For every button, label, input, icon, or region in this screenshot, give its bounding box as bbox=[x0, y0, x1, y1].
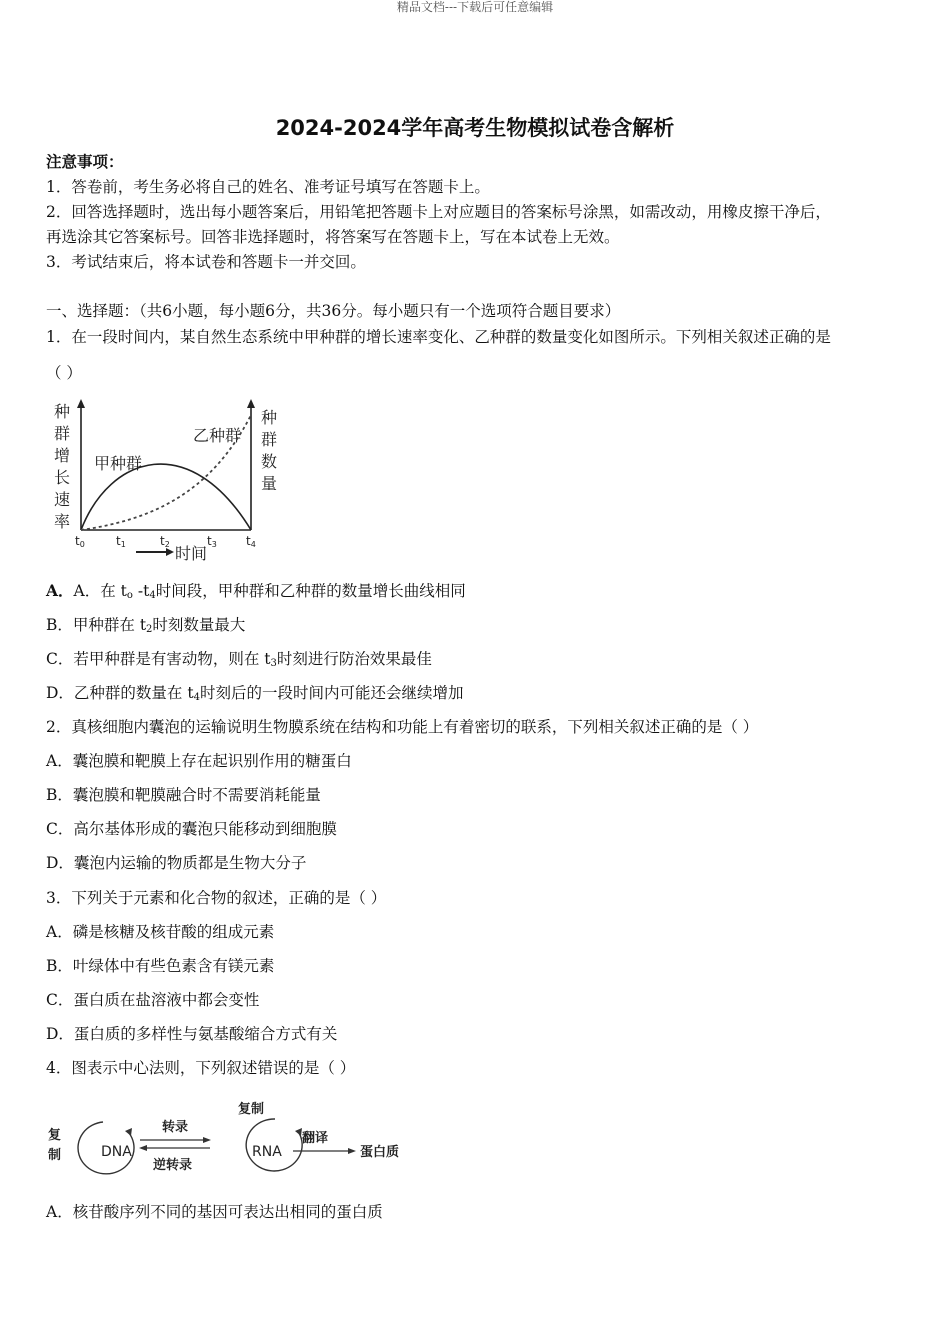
fig1-right-label-0: 种 bbox=[261, 408, 278, 427]
transcription-arrowhead bbox=[203, 1137, 211, 1143]
q3-option-d: D．蛋白质的多样性与氨基酸缩合方式有关 bbox=[46, 1025, 338, 1043]
page-header: 精品文档---下载后可任意编辑 bbox=[396, 0, 554, 14]
translation-label: 翻译 bbox=[302, 1131, 329, 1146]
fig1-left-label-3: 长 bbox=[54, 468, 71, 487]
q1-paren: （ ） bbox=[46, 364, 82, 382]
q3-option-b: B．叶绿体中有些色素含有镁元素 bbox=[46, 957, 275, 975]
dna-replicate-label-0: 复 bbox=[48, 1128, 62, 1143]
rna-node: RNA bbox=[252, 1144, 282, 1160]
q1-option-d: D．乙种群的数量在 $t_4$时刻后的一段时间内可能还会继续增加 bbox=[46, 684, 464, 703]
notice-item-2-cont: 再选涂其它答案标号。回答非选择题时，将答案写在答题卡上，写在本试卷上无效。 bbox=[46, 228, 620, 246]
curve-a-label: 甲种群 bbox=[94, 454, 143, 473]
fig1-right-label-2: 数 bbox=[261, 452, 278, 471]
q4-option-a: A．核苷酸序列不同的基因可表达出相同的蛋白质 bbox=[46, 1203, 383, 1221]
dna-replicate-label-1: 制 bbox=[48, 1148, 62, 1163]
tick-t4: t4 bbox=[246, 534, 256, 549]
fig1-left-label-4: 速 bbox=[54, 490, 71, 509]
protein-label: 蛋白质 bbox=[360, 1145, 400, 1160]
curve-a bbox=[81, 464, 251, 530]
time-arrow-head bbox=[166, 548, 174, 556]
q2-option-d: D．囊泡内运输的物质都是生物大分子 bbox=[46, 854, 307, 872]
q1-stem: 1．在一段时间内，某自然生态系统中甲种群的增长速率变化、乙种群的数量变化如图所示。下列相关叙述正确的是 bbox=[46, 328, 831, 346]
tick-t2: t2 bbox=[160, 534, 170, 549]
q1-option-a: A．A．在 $t_o$ $-t_4$时间段，甲种群和乙种群的数量增长曲线相同 bbox=[46, 581, 466, 601]
translation-arrowhead bbox=[348, 1148, 356, 1154]
q2-option-b: B．囊泡膜和靶膜融合时不需要消耗能量 bbox=[46, 786, 321, 804]
rna-replicate-arrowhead bbox=[295, 1128, 302, 1136]
dna-node: DNA bbox=[101, 1144, 132, 1160]
reverse-transcription-label: 逆转录 bbox=[153, 1158, 193, 1173]
tick-t0: t0 bbox=[75, 534, 85, 549]
central-dogma-figure bbox=[45, 1095, 415, 1185]
q2-option-a: A．囊泡膜和靶膜上存在起识别作用的糖蛋白 bbox=[46, 752, 352, 770]
q3-option-c: C．蛋白质在盐溶液中都会变性 bbox=[46, 991, 260, 1009]
fig1-left-label-5: 率 bbox=[54, 512, 71, 531]
q3-option-a: A．磷是核糖及核苷酸的组成元素 bbox=[46, 923, 275, 941]
fig1-right-label-1: 群 bbox=[261, 430, 278, 449]
page-title: 2024-2024学年高考生物模拟试卷含解析 bbox=[275, 116, 675, 140]
curve-b-label: 乙种群 bbox=[193, 426, 242, 445]
rna-replicate-label: 复制 bbox=[238, 1102, 265, 1117]
q4-stem: 4．图表示中心法则，下列叙述错误的是（ ） bbox=[46, 1059, 356, 1077]
notice-item-3: 3．考试结束后，将本试卷和答题卡一并交回。 bbox=[46, 253, 366, 271]
section-heading: 一、选择题：（共6小题，每小题6分，共36分。每小题只有一个选项符合题目要求） bbox=[46, 302, 621, 320]
population-figure bbox=[50, 395, 290, 565]
notice-item-2: 2．回答选择题时，选出每小题答案后，用铅笔把答题卡上对应题目的答案标号涂黑，如需改动，用橡皮擦干净后， bbox=[46, 203, 831, 221]
fig1-left-label-1: 群 bbox=[54, 424, 71, 443]
q2-stem: 2．真核细胞内囊泡的运输说明生物膜系统在结构和功能上有着密切的联系，下列相关叙述正确的是（ ） bbox=[46, 718, 759, 736]
notice-item-1: 1．答卷前，考生务必将自己的姓名、准考证号填写在答题卡上。 bbox=[46, 178, 490, 196]
x-axis-label: 时间 bbox=[175, 544, 208, 563]
fig1-left-label-0: 种 bbox=[54, 402, 71, 421]
reverse-transcription-arrowhead bbox=[139, 1145, 147, 1151]
dna-replicate-arrowhead bbox=[125, 1128, 132, 1136]
tick-t1: t1 bbox=[116, 534, 126, 549]
q1-option-c: C．若甲种群是有害动物，则在 $t_3$时刻进行防治效果最佳 bbox=[46, 650, 432, 669]
notice-heading: 注意事项： bbox=[46, 152, 124, 171]
tick-t3: t3 bbox=[207, 534, 217, 549]
left-axis-arrow bbox=[77, 399, 85, 408]
right-axis-arrow bbox=[247, 399, 255, 408]
fig1-left-label-2: 增 bbox=[54, 446, 71, 465]
transcription-label: 转录 bbox=[162, 1120, 189, 1135]
q3-stem: 3．下列关于元素和化合物的叙述，正确的是（ ） bbox=[46, 889, 387, 907]
q2-option-c: C．高尔基体形成的囊泡只能移动到细胞膜 bbox=[46, 820, 337, 838]
q1-option-b: B．甲种群在 $t_2$时刻数量最大 bbox=[46, 616, 246, 635]
fig1-right-label-3: 量 bbox=[261, 474, 278, 493]
